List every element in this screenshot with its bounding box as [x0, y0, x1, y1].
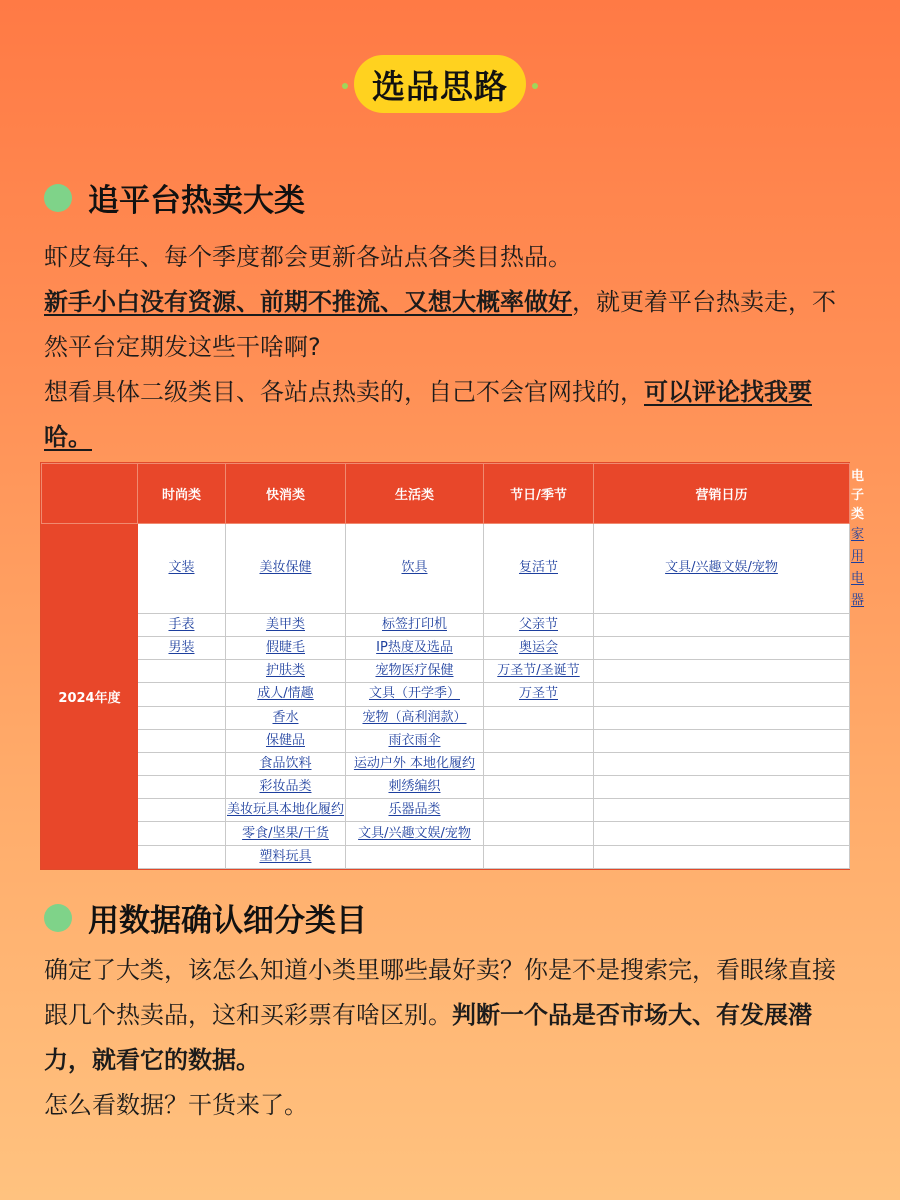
table-cell	[346, 683, 484, 706]
table-cell	[226, 683, 346, 706]
table-cell	[594, 683, 850, 706]
category-link[interactable]: 雨衣雨伞	[388, 732, 441, 748]
table-cell	[594, 636, 850, 659]
table-cell	[594, 660, 850, 683]
table-cell	[226, 752, 346, 775]
category-link[interactable]: 保健品	[265, 732, 305, 748]
section2-heading	[44, 895, 367, 940]
category-link[interactable]: 香水	[272, 709, 299, 725]
category-link[interactable]: 文具/兴趣文娱/宠物	[358, 825, 471, 841]
hot-category-table	[40, 462, 865, 870]
table-cell	[594, 524, 850, 614]
table-body	[42, 524, 865, 869]
category-link[interactable]: 运动户外 本地化履约	[353, 755, 476, 771]
table-cell	[138, 660, 226, 683]
section2-text1: 确定了大类，该怎么知道小类里哪些最好卖？你是不是搜索完，看眼缘直接跟几个热卖品，这和买彩票有啥区别。	[44, 956, 836, 1029]
category-link[interactable]: 假睫毛	[265, 640, 305, 656]
title-decor-dot-left	[342, 83, 348, 89]
category-link[interactable]: 宠物（高利润款）	[362, 709, 467, 725]
table-cell	[484, 845, 594, 868]
section2-para1	[44, 948, 859, 1083]
category-link[interactable]: 饮具	[401, 560, 428, 576]
table-header-cell: 节日/季节	[484, 464, 594, 524]
category-table	[41, 463, 865, 869]
category-link[interactable]: 塑料玩具	[259, 848, 312, 864]
table-header-cell: 时尚类	[138, 464, 226, 524]
category-link[interactable]: 标签打印机	[381, 616, 447, 632]
section1-line2	[44, 280, 859, 370]
table-cell	[138, 636, 226, 659]
section1-line2-emphasis: 新手小白没有资源、前期不推流、又想大概率做好	[44, 288, 572, 316]
bullet-dot-icon	[44, 904, 72, 932]
table-cell	[226, 776, 346, 799]
table-cell	[594, 729, 850, 752]
table-cell	[226, 799, 346, 822]
table-cell	[484, 636, 594, 659]
table-cell	[346, 822, 484, 845]
table-row	[42, 706, 850, 729]
table-cell	[484, 524, 594, 614]
table-cell	[226, 729, 346, 752]
section1-line3	[44, 370, 859, 460]
section2-title: 用数据确认细分类目	[88, 903, 367, 939]
section1-line2-rest: ，就更着平台热卖走，不然平台定期发这些干啥啊?	[44, 288, 836, 361]
category-link[interactable]: 美妆保健	[259, 560, 312, 576]
table-cell	[138, 524, 226, 614]
table-cell	[484, 776, 594, 799]
table-cell	[484, 799, 594, 822]
table-cell	[484, 660, 594, 683]
category-link[interactable]: 奥运会	[518, 640, 558, 656]
table-header-row: 时尚类 快消类 生活类 节日/季节 营销日历 电子类	[42, 464, 850, 524]
category-link[interactable]: 美妆玩具本地化履约	[227, 802, 345, 818]
category-link[interactable]: 父亲节	[518, 616, 558, 632]
table-cell	[594, 752, 850, 775]
table-row	[42, 613, 850, 636]
table-cell	[138, 683, 226, 706]
category-link[interactable]: IP热度及选品	[376, 640, 453, 656]
table-row	[42, 683, 850, 706]
category-link[interactable]: 男装	[168, 640, 195, 656]
category-link[interactable]: 零食/坚果/干货	[242, 825, 329, 841]
table-cell	[346, 776, 484, 799]
table-cell	[226, 822, 346, 845]
table-row	[42, 524, 850, 614]
section1-title: 追平台热卖大类	[88, 183, 305, 219]
section1-heading	[44, 175, 305, 220]
table-cell	[226, 524, 346, 614]
category-link[interactable]: 文具（开学季）	[368, 686, 460, 702]
table-row	[42, 845, 850, 868]
category-link[interactable]: 万圣节	[518, 686, 558, 702]
section1-line1: 虾皮每年、每个季度都会更新各站点各类目热品。	[44, 243, 572, 271]
section1-line3-emphasis: 可以评论找我要哈。	[44, 378, 812, 451]
category-link[interactable]: 文具/兴趣文娱/宠物	[665, 560, 778, 576]
table-cell	[226, 706, 346, 729]
category-link[interactable]: 文装	[168, 560, 195, 576]
table-cell	[484, 752, 594, 775]
table-cell	[594, 706, 850, 729]
table-header-cell: 营销日历	[594, 464, 850, 524]
table-cell	[594, 799, 850, 822]
table-row	[42, 776, 850, 799]
section2-emphasis: 判断一个品是否市场大、有发展潜力，就看它的数据。	[44, 1001, 812, 1074]
year-cell: 2024年度	[42, 524, 138, 869]
category-link[interactable]: 乐器品类	[388, 802, 441, 818]
page-title	[354, 55, 526, 113]
table-cell	[484, 822, 594, 845]
table-cell	[346, 845, 484, 868]
table-header-corner	[42, 464, 138, 524]
table-cell	[346, 729, 484, 752]
section2-line2: 怎么看数据？干货来了。	[44, 1091, 308, 1119]
table-cell	[226, 613, 346, 636]
table-row	[42, 636, 850, 659]
category-link[interactable]: 彩妆品类	[259, 779, 312, 795]
table-row	[42, 752, 850, 775]
table-cell	[484, 729, 594, 752]
table-cell	[346, 799, 484, 822]
table-cell	[346, 660, 484, 683]
section1-line3-text: 想看具体二级类目、各站点热卖的，自己不会官网找的，	[44, 378, 644, 406]
table-cell	[226, 660, 346, 683]
table-cell	[138, 613, 226, 636]
table-cell	[346, 752, 484, 775]
table-header-cell: 快消类	[226, 464, 346, 524]
table-cell	[484, 613, 594, 636]
table-cell	[138, 752, 226, 775]
table-cell	[346, 613, 484, 636]
table-cell	[346, 636, 484, 659]
table-cell	[594, 822, 850, 845]
section1-body	[44, 235, 859, 460]
table-cell	[484, 706, 594, 729]
table-header-cell: 生活类	[346, 464, 484, 524]
table-cell	[594, 845, 850, 868]
table-cell	[138, 799, 226, 822]
table-cell	[138, 776, 226, 799]
table-row	[42, 660, 850, 683]
table-cell	[138, 706, 226, 729]
category-link[interactable]: 手表	[168, 616, 195, 632]
table-cell	[484, 683, 594, 706]
table-cell	[138, 845, 226, 868]
section2-body	[44, 948, 859, 1128]
category-link[interactable]: 家用电器	[851, 527, 865, 609]
table-cell	[594, 776, 850, 799]
table-cell	[594, 613, 850, 636]
table-cell	[346, 706, 484, 729]
category-link[interactable]: 美甲类	[265, 616, 305, 632]
category-link[interactable]: 宠物医疗保健	[375, 663, 454, 679]
category-link[interactable]: 护肤类	[265, 663, 305, 679]
table-row	[42, 822, 850, 845]
bullet-dot-icon	[44, 184, 72, 212]
table-cell	[226, 845, 346, 868]
table-row	[42, 799, 850, 822]
table-row	[42, 729, 850, 752]
category-link[interactable]: 食品饮料	[259, 755, 312, 771]
category-link[interactable]: 成人/情趣	[257, 686, 314, 702]
category-link[interactable]: 万圣节/圣诞节	[497, 663, 580, 679]
table-cell	[138, 822, 226, 845]
page-title-text: 选品思路	[372, 66, 508, 106]
table-cell	[346, 524, 484, 614]
category-link[interactable]: 刺绣编织	[388, 779, 441, 795]
title-decor-dot-right	[532, 83, 538, 89]
category-link[interactable]: 复活节	[518, 560, 558, 576]
table-cell	[226, 636, 346, 659]
table-cell	[138, 729, 226, 752]
